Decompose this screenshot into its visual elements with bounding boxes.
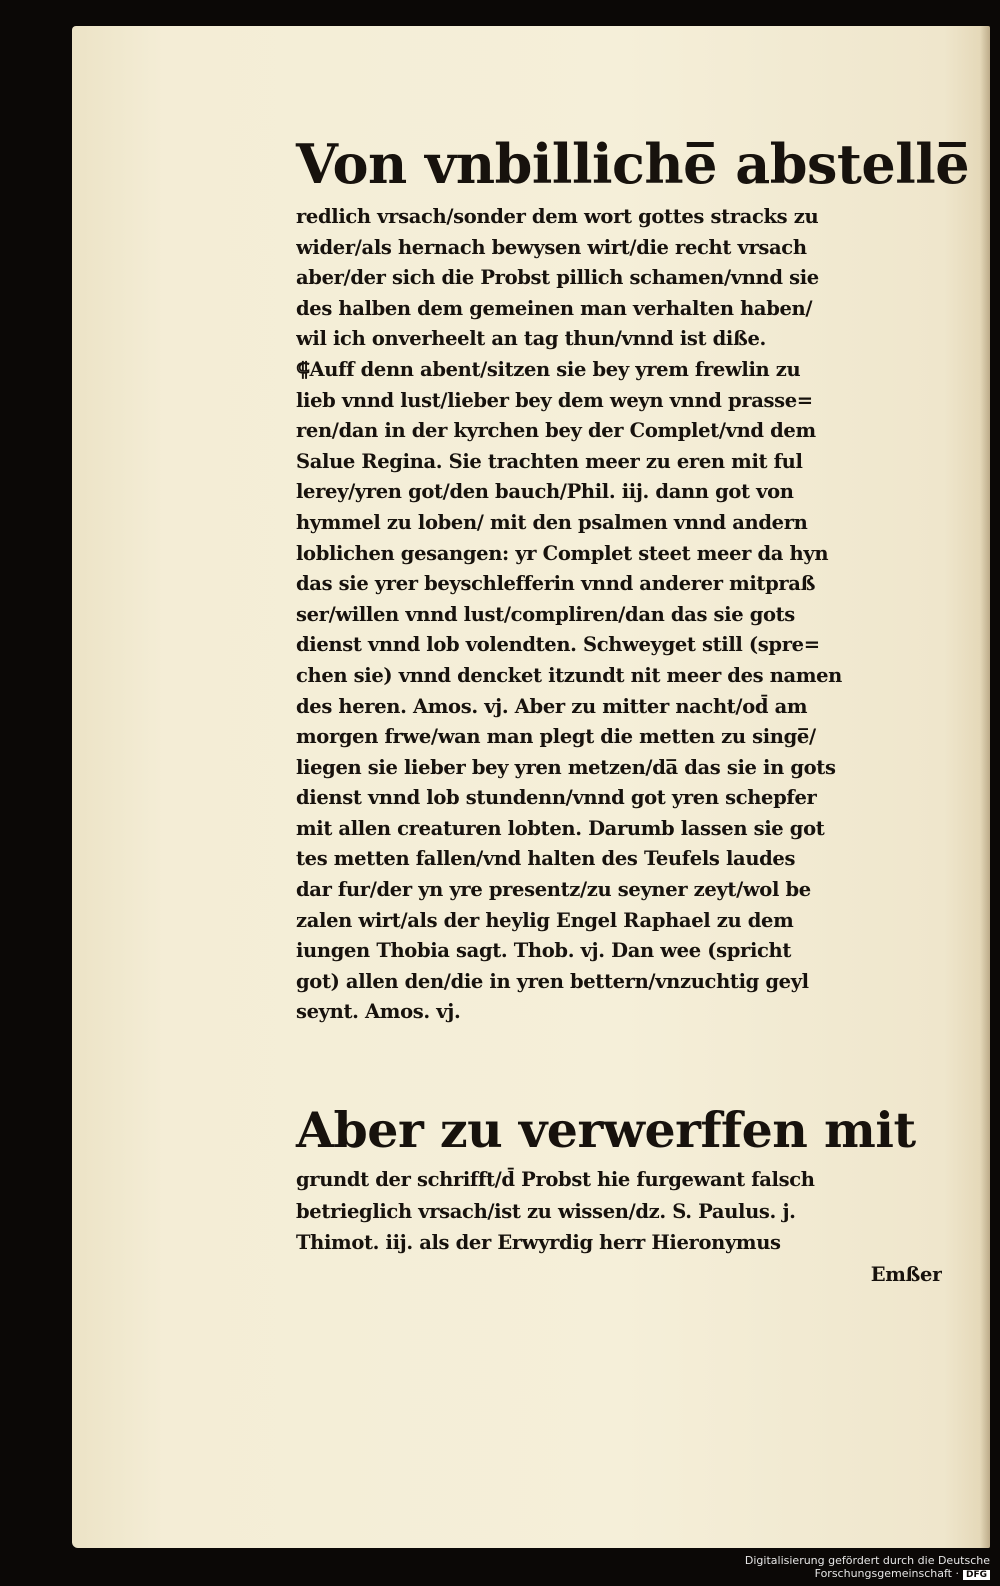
text-line: iungen Thobia sagt. Thob. vj. Dan wee (spricht: [296, 939, 792, 963]
text-line: redlich vrsach/sonder dem wort gottes stracks zu: [296, 205, 819, 228]
text-line: betrieglich vrsach/ist zu wissen/dz. S. Paulus. j.: [296, 1199, 796, 1223]
text-line: liegen sie lieber bey yren metzen/da̅ das sie in gots: [296, 755, 836, 779]
text-line: Thimot. iij. als der Erwyrdig herr Hieronymus: [296, 1231, 781, 1254]
section-1: [296, 126, 970, 1028]
digitization-credit: Digitalisierung gefördert durch die Deutsche Forschungsgemeinschaft · DFG: [744, 1554, 990, 1580]
text-line: zalen wirt/als der heylig Engel Raphael zu dem: [296, 908, 794, 932]
text-line: seynt. Amos. vj.: [296, 1000, 461, 1024]
text-line: lerey/yren got/den bauch/Phil. iij. dann got von: [296, 480, 794, 504]
text-line: dar fur/der yn yre presentz/zu seyner zeyt/wol be: [296, 878, 811, 902]
text-line: das sie yrer beyschlefferin vnnd anderer mitpraß: [296, 572, 816, 596]
text-line: Salue Regina. Sie trachten meer zu eren mit ful: [296, 449, 803, 473]
section-2-heading: Aber zu verwerffen mit: [296, 1101, 916, 1159]
dfg-logo: DFG: [963, 1570, 990, 1580]
section-2: [296, 1096, 942, 1290]
text-line: aber/der sich die Probst pillich schamen/vnnd sie: [296, 266, 819, 290]
text-line: wil ich onverheelt an tag thun/vnnd ist diße.: [296, 327, 766, 351]
section-1-heading: Von vnbilliche̅ abstelle̅: [296, 132, 970, 196]
section-1-body: [296, 202, 942, 1028]
text-line: ren/dan in der kyrchen bey der Complet/vnd dem: [296, 419, 816, 443]
section-2-body: [296, 1164, 942, 1259]
credit-text: Digitalisierung gefördert durch die Deutsche Forschungsgemeinschaft: [744, 1554, 990, 1580]
text-line: des halben dem gemeinen man verhalten haben/: [296, 296, 813, 320]
text-line: mit allen creaturen lobten. Darumb lassen sie got: [296, 816, 825, 840]
text-line: loblichen gesangen: yr Complet steet meer da hyn: [296, 541, 829, 565]
text-line: got) allen den/die in yren bettern/vnzuchtig geyl: [296, 969, 809, 993]
text-line: wider/als hernach bewysen wirt/die recht vrsach: [296, 235, 807, 259]
catchword: Emßer: [870, 1262, 942, 1286]
text-line: morgen frwe/wan man plegt die metten zu singe̅/: [296, 725, 816, 749]
text-line: hymmel zu loben/ mit den psalmen vnnd andern: [296, 510, 808, 534]
text-line: ser/willen vnnd lust/compliren/dan das sie gots: [296, 602, 795, 626]
text-line: tes metten fallen/vnd halten des Teufels laudes: [296, 847, 796, 871]
text-line: lieb vnnd lust/lieber bey dem weyn vnnd prasse=: [296, 388, 813, 412]
text-line: grundt der schrifft/d̄ Probst hie furgewant falsch: [296, 1168, 815, 1191]
text-line: chen sie) vnnd dencket itzundt nit meer des namen: [296, 663, 842, 687]
text-line: ⸿Auff denn abent/sitzen sie bey yrem frewlin zu: [296, 357, 801, 381]
text-line: dienst vnnd lob stundenn/vnnd got yren schepfer: [296, 786, 817, 810]
text-line: des heren. Amos. vj. Aber zu mitter nacht/od̄ am: [296, 694, 808, 718]
text-line: dienst vnnd lob volendten. Schweyget still (spre=: [296, 633, 820, 657]
